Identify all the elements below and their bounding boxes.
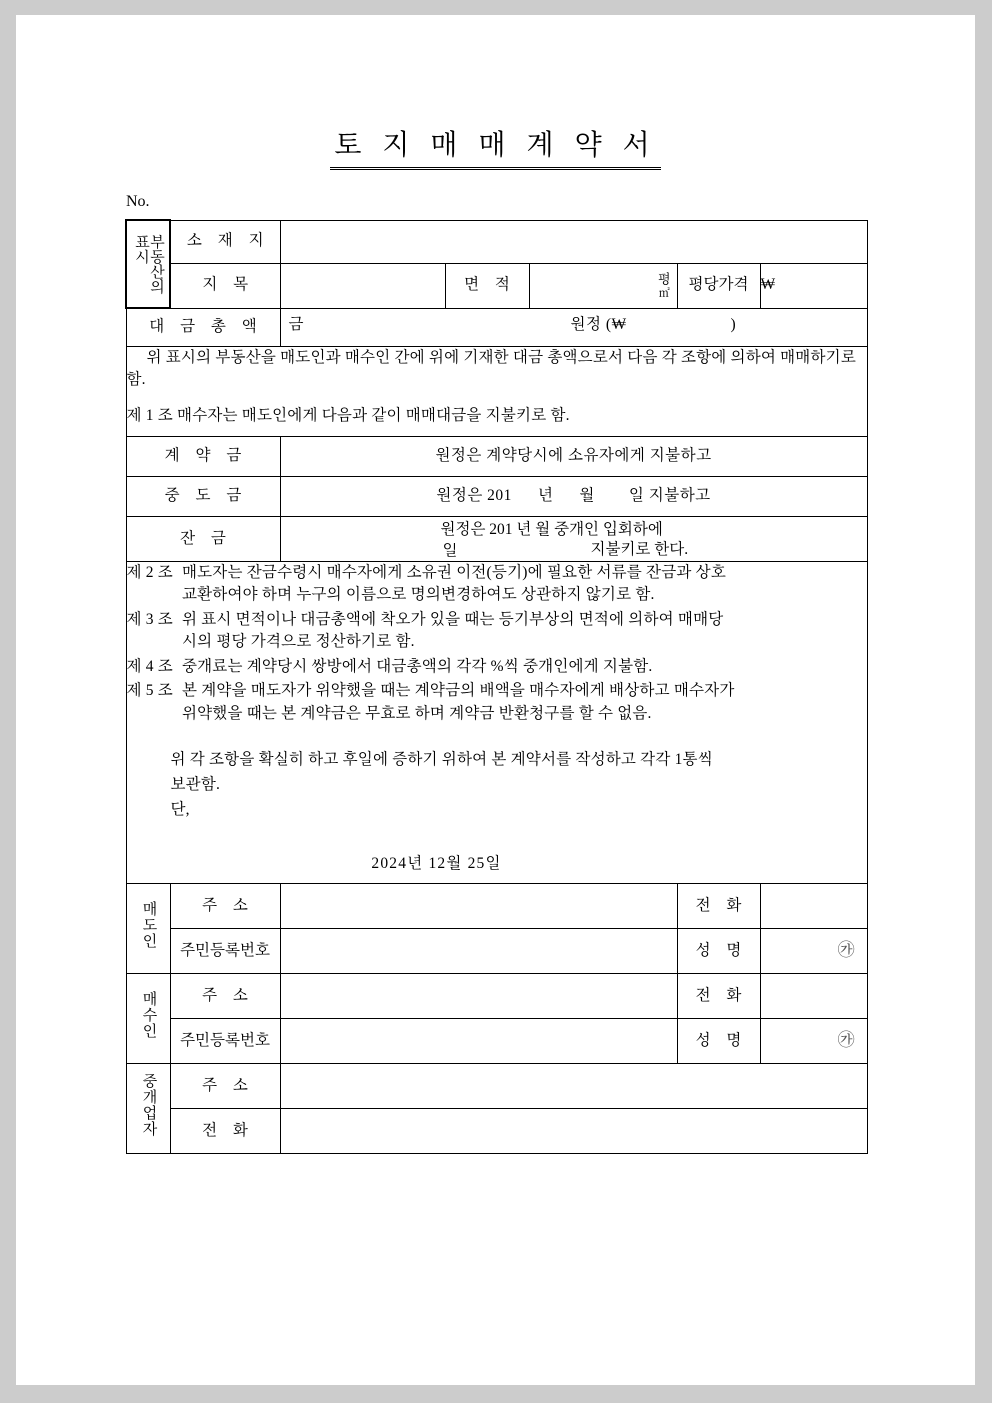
table-row-location — [126, 220, 867, 263]
page-title: 토 지 매 매 계 약 서 — [330, 123, 660, 170]
article-3-line-2: 시의 평당 가격으로 정산하기로 함. — [181, 633, 415, 651]
intro-paragraph: 위 표시의 부동산을 매도인과 매수인 간에 위에 기재한 대금 총액으로서 다음 각 조항에 의하여 매매하기로 함. — [126, 348, 856, 388]
article-3-line-1: 위 표시 면적이나 대금총액에 착오가 있을 때는 등기부상의 면적에 의하여 매매당 — [181, 610, 724, 628]
page-title-wrap — [16, 123, 975, 170]
total-amount-won-open: 원정 (₩ — [570, 316, 627, 333]
total-amount-label: 대 금 총 액 — [126, 308, 280, 346]
article-2 — [127, 562, 867, 607]
table-row-articles — [126, 561, 867, 883]
interim-text-a: 원정은 201 — [436, 487, 512, 505]
seller-name-label: 성 명 — [677, 928, 760, 973]
articles-cell — [126, 561, 867, 883]
table-row-buyer-address — [126, 973, 867, 1018]
total-amount-line — [281, 310, 867, 344]
intro-cell — [126, 346, 867, 436]
buyer-side-label-text: 매수인 — [140, 990, 157, 1039]
seller-id-label: 주민등록번호 — [170, 928, 280, 973]
article-3-text — [182, 609, 867, 654]
article-2-text — [182, 562, 867, 607]
table-row-intro — [126, 346, 867, 436]
article-5-line-2: 위약했을 때는 본 계약금은 무효로 하며 계약금 반환청구를 할 수 없음. — [181, 704, 652, 722]
closing-statement — [171, 747, 867, 822]
buyer-id-value[interactable] — [280, 1018, 677, 1063]
property-side-label-col1: 부동산의 — [148, 234, 164, 294]
interim-text-c: 월 — [579, 487, 595, 505]
total-amount-geum: 금 — [288, 316, 304, 333]
property-side-label — [126, 220, 170, 308]
article-5-line-1: 본 계약을 매도자가 위약했을 때는 계약금의 배액을 매수자에게 배상하고 매수자가 — [181, 682, 735, 700]
seller-side-label-text: 매도인 — [140, 900, 157, 949]
balance-text-cell[interactable] — [280, 516, 867, 561]
closing-line-2: 보관함. — [170, 776, 221, 794]
table-row-category-area — [126, 263, 867, 308]
buyer-address-label: 주 소 — [170, 973, 280, 1018]
broker-phone-value[interactable] — [280, 1108, 867, 1153]
total-amount-paren-close: ) — [730, 316, 736, 333]
seller-name-value-cell[interactable] — [760, 928, 867, 973]
seller-side-label — [126, 883, 170, 973]
seller-id-value[interactable] — [280, 928, 677, 973]
broker-address-label: 주 소 — [170, 1063, 280, 1108]
area-units — [658, 272, 671, 299]
table-row-buyer-id — [126, 1018, 867, 1063]
table-row-deposit — [126, 436, 867, 476]
article-2-number: 제 2 조 — [126, 563, 173, 581]
article-4-text — [182, 656, 867, 678]
seller-address-label: 주 소 — [170, 883, 280, 928]
contract-date: 2024년 12월 25일 — [371, 854, 502, 872]
table-row-broker-phone — [126, 1108, 867, 1153]
location-value[interactable] — [280, 220, 867, 263]
article-4 — [127, 656, 867, 678]
closing-line-1: 위 각 조항을 확실히 하고 후일에 증하기 위하여 본 계약서를 작성하고 각각 1통씩 — [170, 751, 713, 769]
broker-phone-label: 전 화 — [170, 1108, 280, 1153]
table-row-broker-address — [126, 1063, 867, 1108]
interim-text-d: 일 지불하고 — [628, 487, 711, 505]
table-row-seller-id — [126, 928, 867, 973]
total-amount-value-cell[interactable] — [280, 308, 867, 346]
seller-address-value[interactable] — [280, 883, 677, 928]
unit-price-cell[interactable] — [760, 263, 867, 308]
interim-text-b: 년 — [537, 487, 554, 505]
article-5 — [127, 680, 867, 725]
property-side-label-col2: 표시 — [133, 234, 149, 264]
category-value[interactable] — [280, 263, 445, 308]
table-row-seller-address — [126, 883, 867, 928]
buyer-phone-label: 전 화 — [677, 973, 760, 1018]
seller-phone-value[interactable] — [760, 883, 867, 928]
article-4-number: 제 4 조 — [126, 657, 173, 675]
broker-side-label-text: 중개업자 — [140, 1072, 157, 1137]
article-2-line-2: 교환하여야 하며 누구의 이름으로 명의변경하여도 상관하지 않기로 함. — [181, 586, 655, 604]
balance-line-1: 원정은 201 년 월 중개인 입회하에 — [440, 520, 663, 538]
paper-sheet — [16, 15, 975, 1385]
article-3-number: 제 3 조 — [126, 610, 173, 628]
document-number-label: No. — [126, 193, 150, 210]
area-unit-sqm: ㎡ — [658, 287, 670, 299]
broker-side-label — [126, 1063, 170, 1153]
area-value-cell[interactable] — [529, 263, 677, 308]
article-2-line-1: 매도자는 잔금수령시 매수자에게 소유권 이전(등기)에 필요한 서류를 잔금과 상호 — [181, 563, 726, 581]
area-unit-pyeong: 평 — [657, 271, 671, 286]
buyer-name-label: 성 명 — [677, 1018, 760, 1063]
closing-line-3[interactable]: 단, — [170, 801, 190, 819]
seal-icon: ㉮ — [837, 1030, 855, 1050]
balance-line-2: 지불키로 한다. — [590, 540, 689, 558]
article-3 — [127, 609, 867, 654]
interim-label: 중 도 금 — [126, 476, 280, 516]
seller-phone-label: 전 화 — [677, 883, 760, 928]
unit-price-currency: ₩ — [760, 276, 776, 294]
article-5-number: 제 5 조 — [126, 682, 173, 700]
buyer-id-label: 주민등록번호 — [170, 1018, 280, 1063]
broker-address-value[interactable] — [280, 1063, 867, 1108]
article-4-line-1: 중개료는 계약당시 쌍방에서 대금총액의 각각 %씩 중개인에게 지불함. — [181, 657, 653, 675]
location-label: 소 재 지 — [170, 220, 280, 263]
table-row-interim — [126, 476, 867, 516]
area-label: 면 적 — [445, 263, 529, 308]
article-1: 제 1 조 매수자는 매도인에게 다음과 같이 매매대금을 지불키로 함. — [126, 407, 570, 425]
buyer-side-label — [126, 973, 170, 1063]
document-body — [16, 15, 975, 1385]
buyer-address-value[interactable] — [280, 973, 677, 1018]
article-5-text — [182, 680, 867, 725]
unit-price-label: 평당가격 — [677, 263, 760, 308]
balance-stray-il: 일 — [442, 542, 458, 559]
table-row-total-amount — [126, 308, 867, 346]
deposit-label: 계 약 금 — [126, 436, 280, 476]
contract-table — [125, 219, 868, 1154]
buyer-name-value-cell[interactable] — [760, 1018, 867, 1063]
seal-icon: ㉮ — [837, 940, 855, 960]
table-row-balance — [126, 516, 867, 561]
interim-text[interactable] — [280, 476, 867, 516]
balance-label: 잔 금 — [126, 516, 280, 561]
deposit-text[interactable]: 원정은 계약당시에 소유자에게 지불하고 — [280, 436, 867, 476]
category-label: 지 목 — [170, 263, 280, 308]
buyer-phone-value[interactable] — [760, 973, 867, 1018]
